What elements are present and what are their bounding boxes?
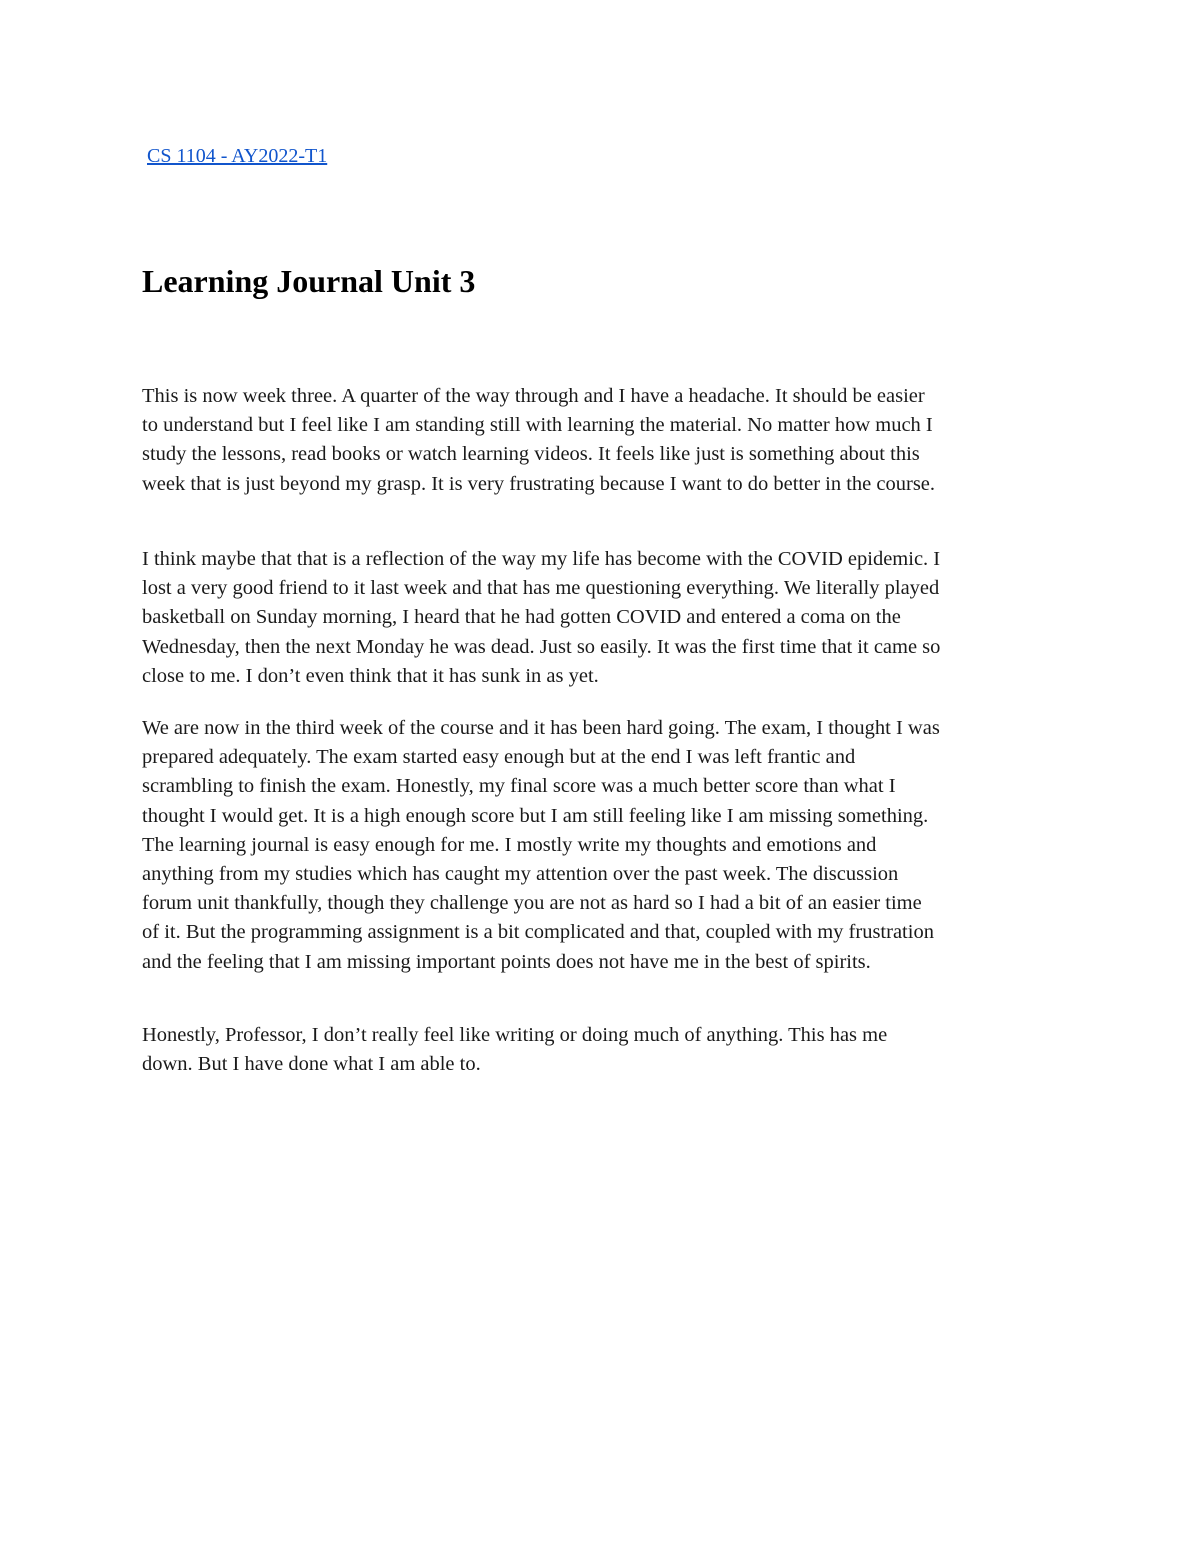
paragraph-line: The learning journal is easy enough for me. I mostly write my thoughts and emotions and bbox=[142, 833, 877, 856]
paragraph-2 bbox=[142, 545, 1072, 691]
paragraph-1 bbox=[142, 382, 1072, 499]
paragraph-line: close to me. I don’t even think that it has sunk in as yet. bbox=[142, 664, 599, 687]
paragraph-line: to understand but I feel like I am standing still with learning the material. No matter how much I bbox=[142, 414, 933, 437]
paragraph-line: scrambling to finish the exam. Honestly, my final score was a much better score than what I bbox=[142, 775, 896, 798]
paragraph-line: This is now week three. A quarter of the way through and I have a headache. It should be easier bbox=[142, 385, 925, 407]
paragraph-line: Wednesday, then the next Monday he was dead. Just so easily. It was the first time that it came so bbox=[142, 635, 941, 658]
paragraph-line: of it. But the programming assignment is a bit complicated and that, coupled with my frustration bbox=[142, 921, 934, 944]
paragraph-line: I think maybe that that is a reflection of the way my life has become with the COVID epidemic. I bbox=[142, 548, 941, 570]
paragraph-line: anything from my studies which has caught my attention over the past week. The discussion bbox=[142, 863, 899, 886]
course-link[interactable]: CS 1104 - AY2022-T1 bbox=[147, 145, 328, 167]
paragraph-line: week that is just beyond my grasp. It is very frustrating because I want to do better in the course. bbox=[142, 472, 936, 495]
paragraph-line: basketball on Sunday morning, I heard that he had gotten COVID and entered a coma on the bbox=[142, 606, 901, 629]
paragraph-line: forum unit thankfully, though they challenge you are not as hard so I had a bit of an easier time bbox=[142, 892, 922, 915]
paragraph-line: Honestly, Professor, I don’t really feel like writing or doing much of anything. This has me bbox=[142, 1024, 888, 1046]
paragraph-line: down. But I have done what I am able to. bbox=[142, 1053, 481, 1076]
paragraph-line: prepared adequately. The exam started easy enough but at the end I was left frantic and bbox=[142, 746, 856, 769]
paragraph-line: thought I would get. It is a high enough score but I am still feeling like I am missing something. bbox=[142, 804, 929, 827]
page-title: Learning Journal Unit 3 bbox=[142, 263, 476, 299]
paragraph-line: We are now in the third week of the course and it has been hard going. The exam, I thought I was bbox=[142, 717, 940, 739]
paragraph-3 bbox=[142, 714, 1072, 977]
paragraph-line: study the lessons, read books or watch learning videos. It feels like just is something about this bbox=[142, 443, 920, 466]
paragraph-4 bbox=[142, 1021, 1072, 1079]
paragraph-line: and the feeling that I am missing important points does not have me in the best of spirits. bbox=[142, 950, 871, 973]
paragraph-line: lost a very good friend to it last week and that has me questioning everything. We literally played bbox=[142, 577, 940, 600]
